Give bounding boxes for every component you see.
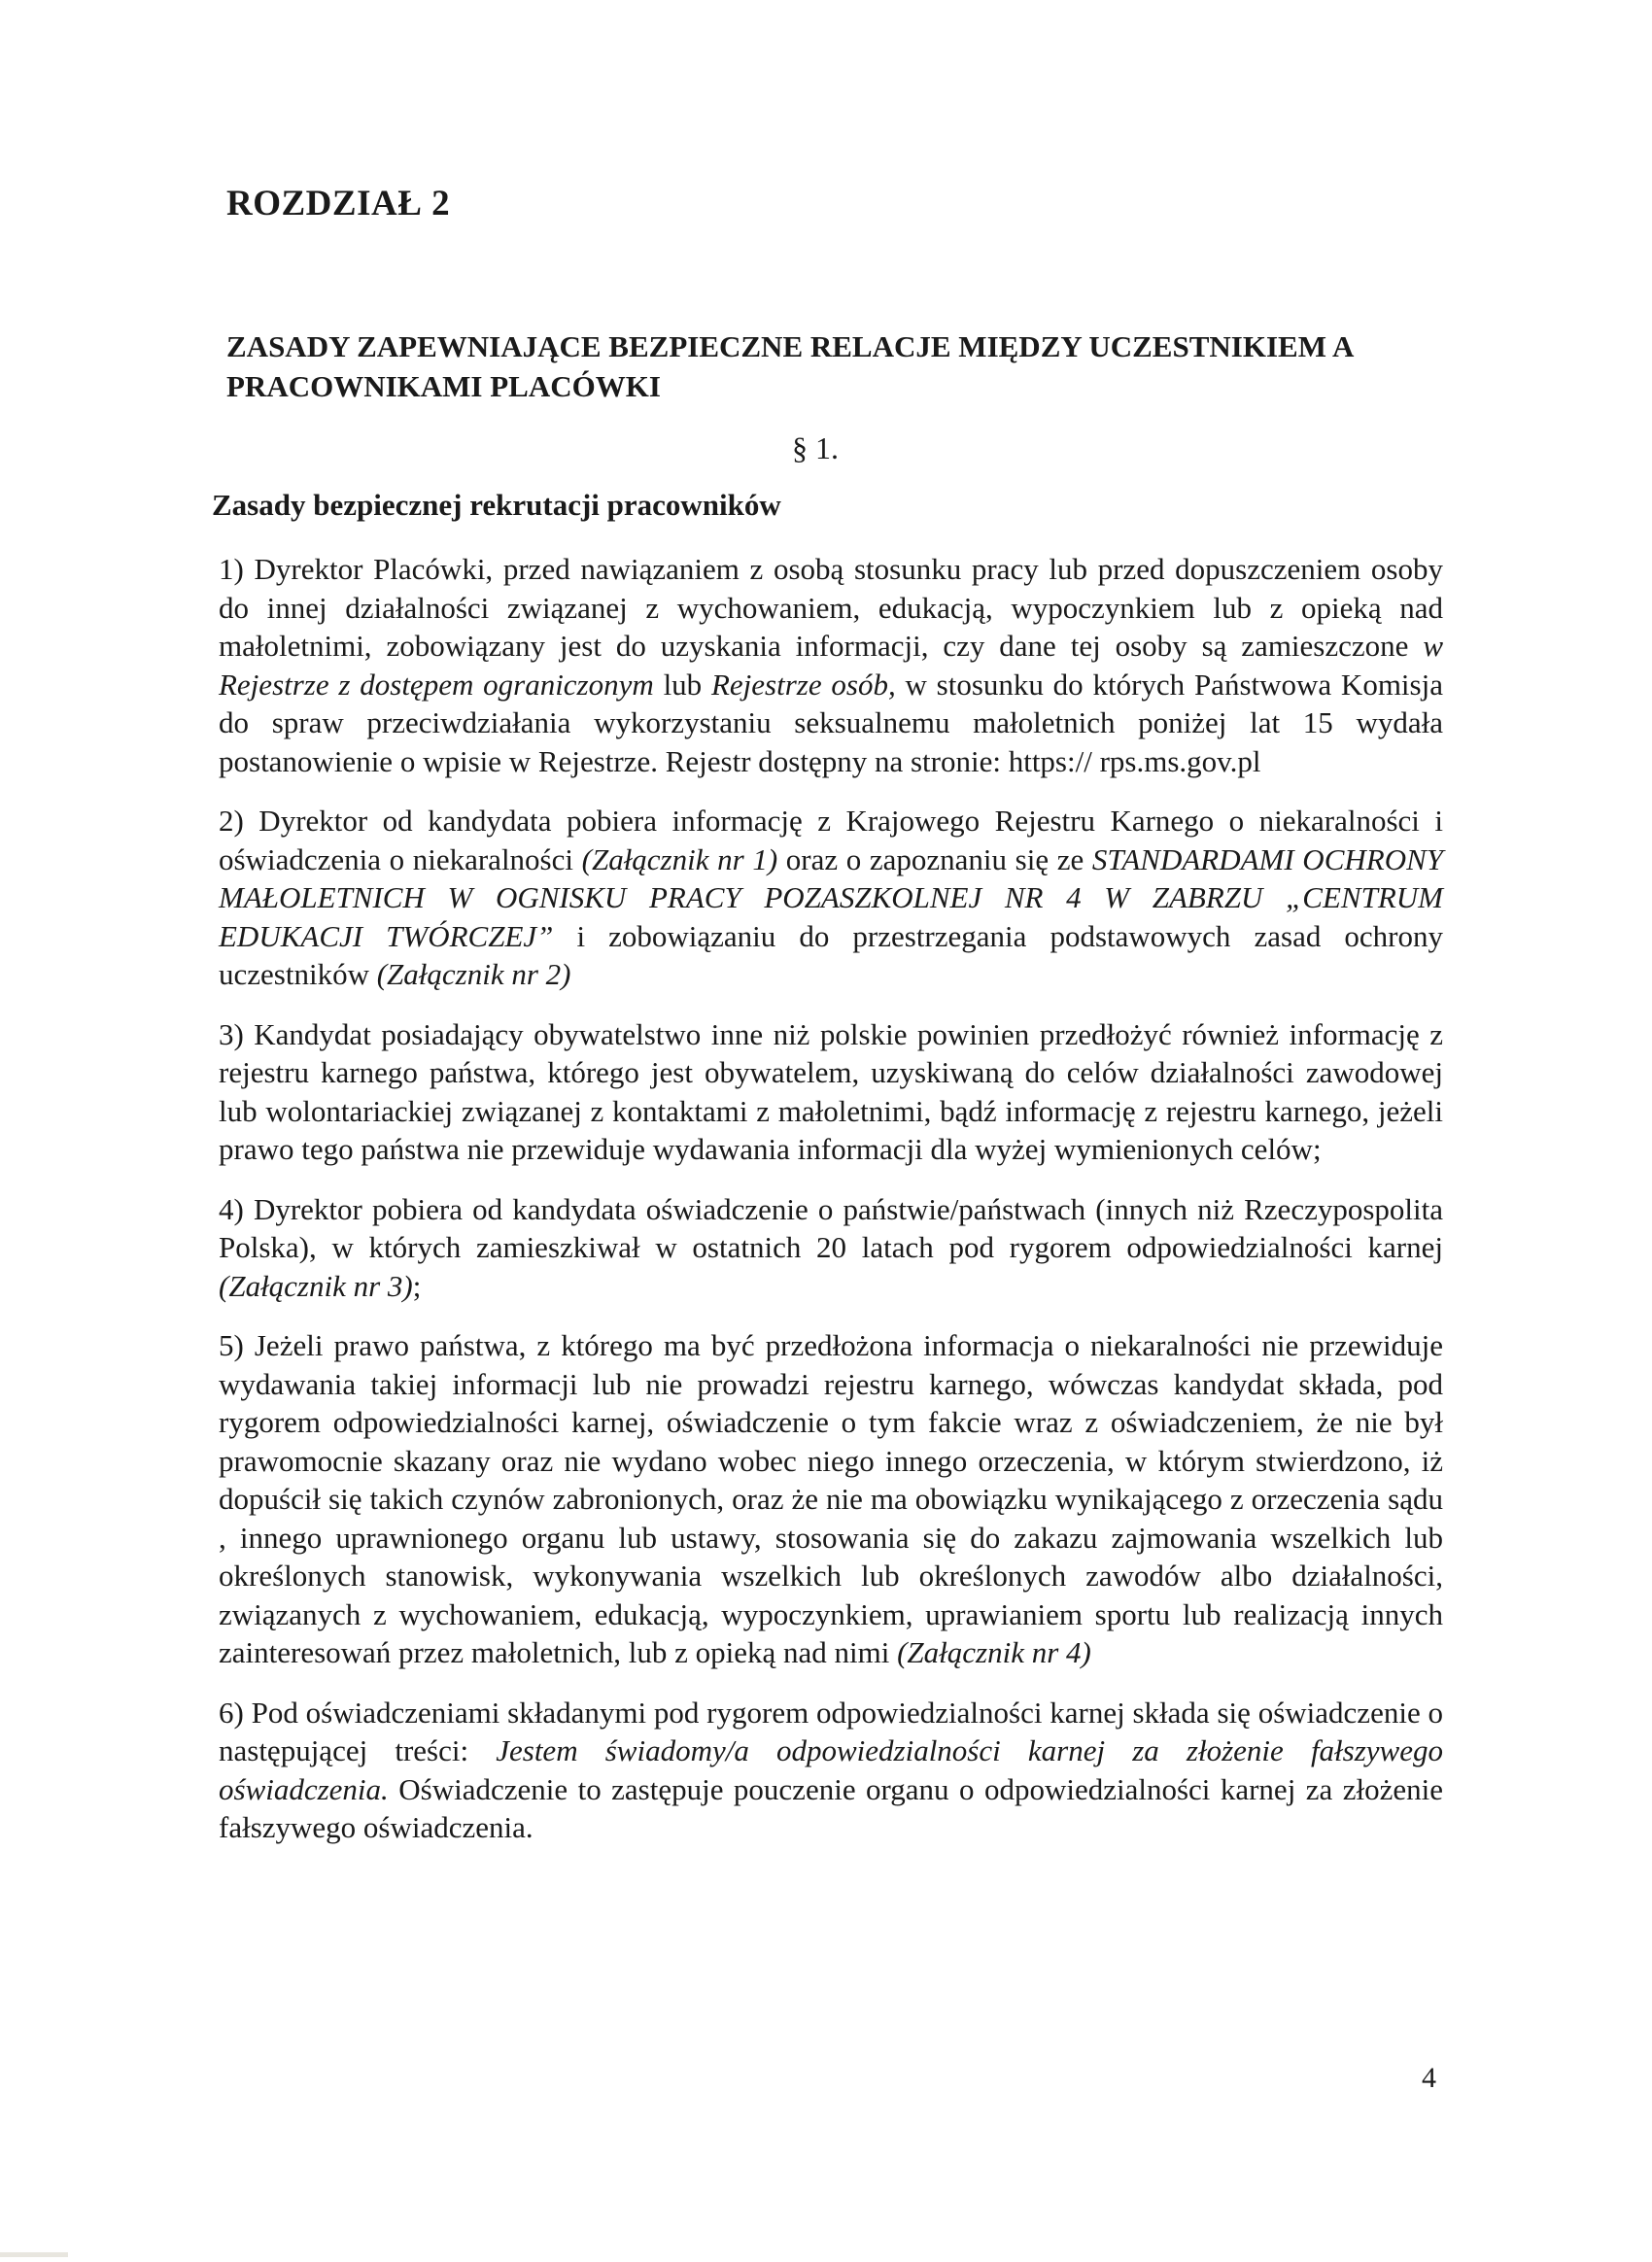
paragraph-1 bbox=[219, 550, 1443, 780]
italic-text: w Rejestrze z dostępem ograniczonym bbox=[219, 629, 1443, 702]
chapter-heading: ROZDZIAŁ 2 bbox=[226, 184, 451, 223]
attachment-reference: (Załącznik nr 3) bbox=[219, 1268, 413, 1303]
attachment-reference: (Załącznik nr 2) bbox=[376, 957, 571, 991]
italic-text: Rejestrze osób, bbox=[710, 667, 896, 702]
paragraph-text: 2) Dyrektor od kandydata pobiera informację z Krajowego Rejestru Karnego o niekaralności i oświadczenia o niekaralności bbox=[219, 804, 1443, 876]
page-number: 4 bbox=[1422, 2062, 1436, 2094]
paragraph-text: w stosunku do których Państwowa Komisja do spraw przeciwdziałania wykorzystaniu seksualnemu małoletnich poniżej lat 15 wydała postanowienie o wpisie w Rejestrze. Rejestr dostępny na stronie: https:// rps.ms.gov.pl bbox=[219, 667, 1443, 778]
paragraph-2 bbox=[219, 802, 1443, 994]
attachment-reference: (Załącznik nr 1) bbox=[581, 841, 778, 876]
paragraph-text: 5) Jeżeli prawo państwa, z którego ma być przedłożona informacja o niekaralności nie przewiduje wydawania takiej informacji lub nie prowadzi rejestru karnego, wówczas kandydat składa, pod rygorem odpowiedzialności karnej, oświadczenie o tym fakcie wraz z oświadczeniem, że nie był prawomocnie skazany oraz nie wydano wobec niego innego orzeczenia, w którym stwierdzono, iż dopuścił się takich czynów zabronionych, oraz że nie ma obowiązku wynikającego z orzeczenia sądu , innego uprawnionego organu lub ustawy, stosowania się do zakazu zajmowania wszelkich lub określonych stanowisk, wykonywania wszelkich lub określonych zawodów albo działalności, związanych z wychowaniem, edukacją, wypoczynkiem, uprawianiem sportu lub realizacją innych zainteresowań przez małoletnich, lub z opieką nad nimi bbox=[219, 1328, 1443, 1669]
paragraph-5 bbox=[219, 1326, 1443, 1672]
section-title: ZASADY ZAPEWNIAJĄCE BEZPIECZNE RELACJE MIĘDZY UCZESTNIKIEM A PRACOWNIKAMI PLACÓWKI bbox=[226, 329, 1353, 403]
paragraph-4 bbox=[219, 1190, 1443, 1306]
document-body bbox=[219, 550, 1443, 1868]
attachment-reference: (Załącznik nr 4) bbox=[897, 1635, 1091, 1669]
paragraph-text: 6) Pod oświadczeniami składanymi pod rygorem odpowiedzialności karnej składa się oświadczenie o następującej treści: bbox=[219, 1695, 1443, 1767]
paragraph-3: 3) Kandydat posiadający obywatelstwo inne niż polskie powinien przedłożyć również informację z rejestru karnego państwa, którego jest obywatelem, uzyskiwaną do celów działalności zawodowej lub wolontariackiej związanej z kontaktami z małoletnimi, bądź informację z rejestru karnego, jeżeli prawo tego państwa nie przewiduje wydawania informacji dla wyżej wymienionych celów; bbox=[219, 1016, 1443, 1166]
paragraph-mark: § 1. bbox=[792, 430, 839, 465]
paragraph-text: oraz o zapoznaniu się ze bbox=[777, 841, 1092, 876]
italic-text: Jestem świadomy/a odpowiedzialności karnej za złożenie fałszywego oświadczenia. bbox=[219, 1733, 1443, 1806]
paragraph-text: 1) Dyrektor Placówki, przed nawiązaniem z osobą stosunku pracy lub przed dopuszczeniem osoby do innej działalności związanej z wychowaniem, edukacją, wypoczynkiem lub z opieką nad małoletnimi, zobowiązany jest do uzyskania informacji, czy dane tej osoby są zamieszczone bbox=[219, 552, 1443, 663]
scan-edge-mark bbox=[0, 2252, 68, 2257]
paragraph-text: Oświadczenie to zastępuje pouczenie organu o odpowiedzialności karnej za złożenie fałszywego oświadczenia. bbox=[219, 1771, 1443, 1844]
paragraph-text: i zobowiązaniu do przestrzegania podstawowych zasad ochrony uczestników bbox=[219, 918, 1443, 991]
subsection-title: Zasady bezpiecznej rekrutacji pracowników bbox=[212, 488, 781, 522]
paragraph-text: lub bbox=[653, 667, 711, 702]
paragraph-6 bbox=[219, 1694, 1443, 1847]
paragraph-text: 4) Dyrektor pobiera od kandydata oświadczenie o państwie/państwach (innych niż Rzeczypospolita Polska), w których zamieszkiwał w ostatnich 20 latach pod rygorem odpowiedzialności karnej bbox=[219, 1191, 1443, 1264]
paragraph-text: ; bbox=[412, 1268, 422, 1303]
italic-text: STANDARDAMI OCHRONY MAŁOLETNICH W OGNISKU PRACY POZASZKOLNEJ NR 4 W ZABRZU „CENTRUM EDUKACJI TWÓRCZEJ” bbox=[219, 841, 1443, 953]
